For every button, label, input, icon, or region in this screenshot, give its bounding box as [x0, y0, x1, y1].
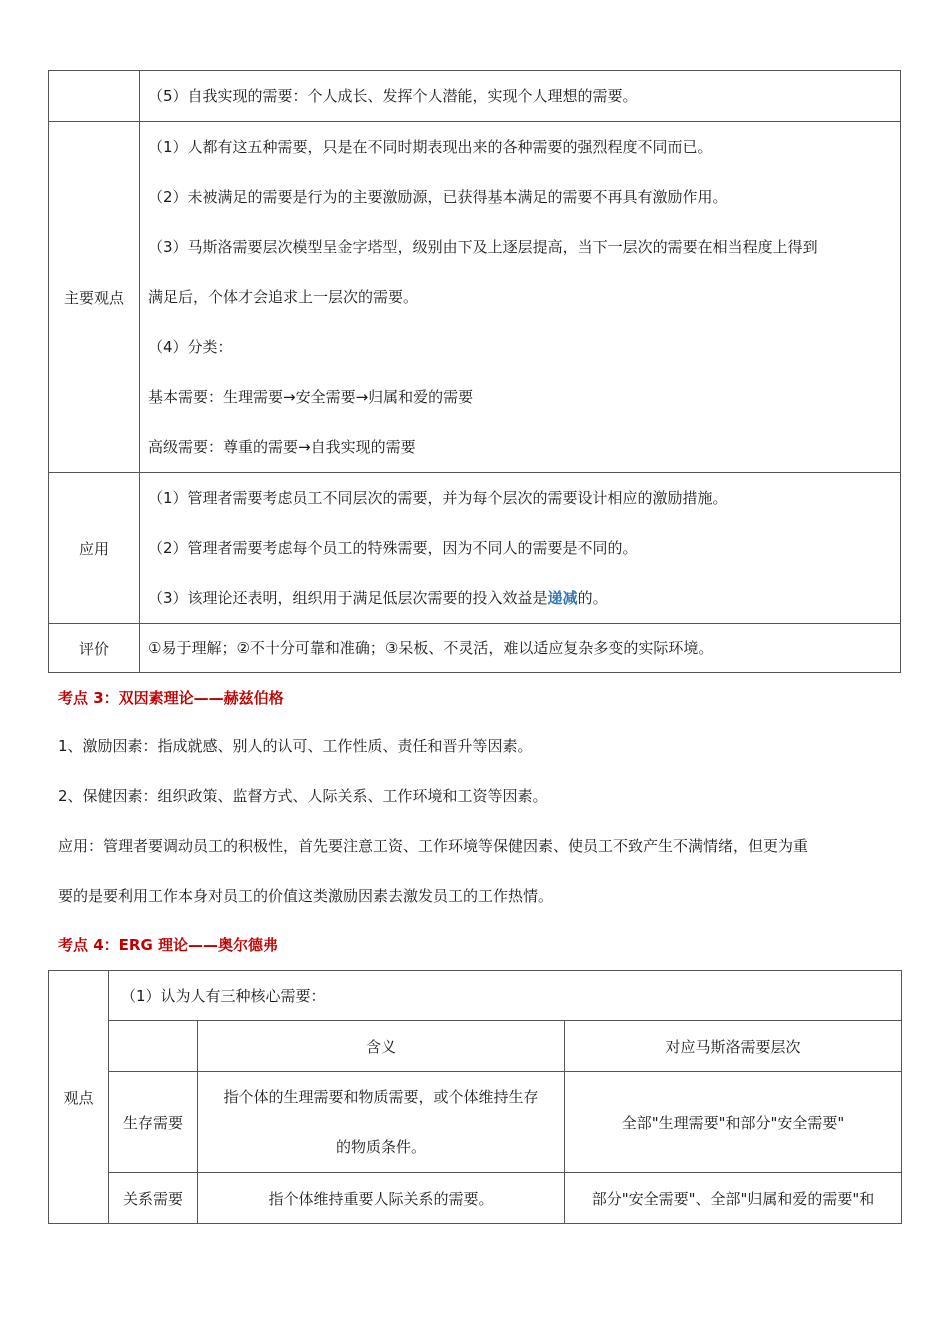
view-point-3-a: （3）马斯洛需要层次模型呈	[148, 238, 338, 256]
table-row	[49, 1072, 902, 1173]
row-label-application: 应用	[49, 473, 140, 624]
application-3-a: （3）该理论还表明，组织用于满足低层次需要的投入效益是	[148, 589, 548, 607]
table-cell	[140, 624, 901, 673]
erg-table	[48, 970, 902, 1224]
need-maslow: 全部"生理需要"和部分"安全需要"	[565, 1072, 902, 1173]
table-cell	[140, 71, 901, 122]
need-maslow: 部分"安全需要"、全部"归属和爱的需要"和	[565, 1173, 902, 1224]
diminishing-highlight: 递减	[547, 589, 578, 607]
section-3-title: 考点 3：双因素理论——赫兹伯格	[58, 689, 284, 707]
maslow-table	[48, 70, 901, 673]
need-name: 生存需要	[109, 1072, 198, 1173]
need-meaning-line-1: 指个体的生理需要和物质需要，或个体维持生存	[223, 1088, 539, 1106]
application-2: （2）管理者需要考虑每个员工的特殊需要，因为不同人的需要是不同的。	[148, 539, 638, 557]
application-3-b: 的。	[577, 589, 608, 607]
need-meaning: 指个体维持重要人际关系的需要。	[198, 1173, 565, 1224]
view-point-3-continued: 满足后，个体才会追求上一层次的需要。	[148, 288, 419, 306]
need-name: 关系需要	[109, 1173, 198, 1224]
table-row	[49, 1173, 902, 1224]
section-3-para-1: 1、激励因素：指成就感、别人的认可、工作性质、责任和晋升等因素。	[58, 737, 533, 755]
header-meaning: 含义	[198, 1021, 565, 1072]
basic-needs: 基本需要：生理需要→安全需要→归属和爱的需要	[148, 388, 474, 406]
table-row-main-views	[49, 122, 901, 473]
view-point-3	[148, 222, 892, 272]
application-3	[148, 573, 892, 623]
row-label-evaluation: 评价	[49, 624, 140, 673]
section-3-para-3: 应用：管理者要调动员工的积极性，首先要注意工资、工作环境等保健因素、使员工不致产生不满情绪，但更为重	[58, 837, 809, 855]
table-cell	[140, 122, 901, 473]
advanced-needs: 高级需要：尊重的需要→自我实现的需要	[148, 438, 416, 456]
header-maslow-level: 对应马斯洛需要层次	[565, 1021, 902, 1072]
view-point-2: （2）未被满足的需要是行为的主要激励源，已获得基本满足的需要不再具有激励作用。	[148, 188, 728, 206]
table-row-intro	[49, 971, 902, 1021]
section-4-title: 考点 4：ERG 理论——奥尔德弗	[58, 936, 278, 954]
need-meaning-line-2: 的物质条件。	[335, 1138, 426, 1156]
view-point-4: （4）分类：	[148, 338, 233, 356]
table-row-application	[49, 473, 901, 624]
application-1: （1）管理者需要考虑员工不同层次的需要，并为每个层次的需要设计相应的激励措施。	[148, 489, 728, 507]
need-meaning	[198, 1072, 565, 1173]
table-row-header	[49, 1021, 902, 1072]
table-cell	[140, 473, 901, 624]
self-actualization-text: （5）自我实现的需要：个人成长、发挥个人潜能，实现个人理想的需要。	[148, 87, 638, 105]
evaluation-text: ①易于理解；②不十分可靠和准确；③呆板、不灵活，难以适应复杂多变的实际环境。	[148, 639, 714, 657]
view-point-3-b: ，级别由下及上逐层提高，当下一层次的需要在相当程度上得到	[397, 238, 818, 256]
header-empty	[109, 1021, 198, 1072]
view-point-1: （1）人都有这五种需要，只是在不同时期表现出来的各种需要的强烈程度不同而已。	[148, 138, 713, 156]
side-label-views: 观点	[49, 971, 109, 1224]
section-3-para-4: 要的是要利用工作本身对员工的价值这类激励因素去激发员工的工作热情。	[58, 887, 554, 905]
intro-text: （1）认为人有三种核心需要：	[109, 971, 902, 1021]
table-row-self-actualization	[49, 71, 901, 122]
row-label-main-views: 主要观点	[49, 122, 140, 473]
pyramid-term: 金字塔型	[337, 238, 398, 256]
section-3-para-2: 2、保健因素：组织政策、监督方式、人际关系、工作环境和工资等因素。	[58, 787, 548, 805]
row-label-empty	[49, 71, 140, 122]
table-row-evaluation	[49, 624, 901, 673]
